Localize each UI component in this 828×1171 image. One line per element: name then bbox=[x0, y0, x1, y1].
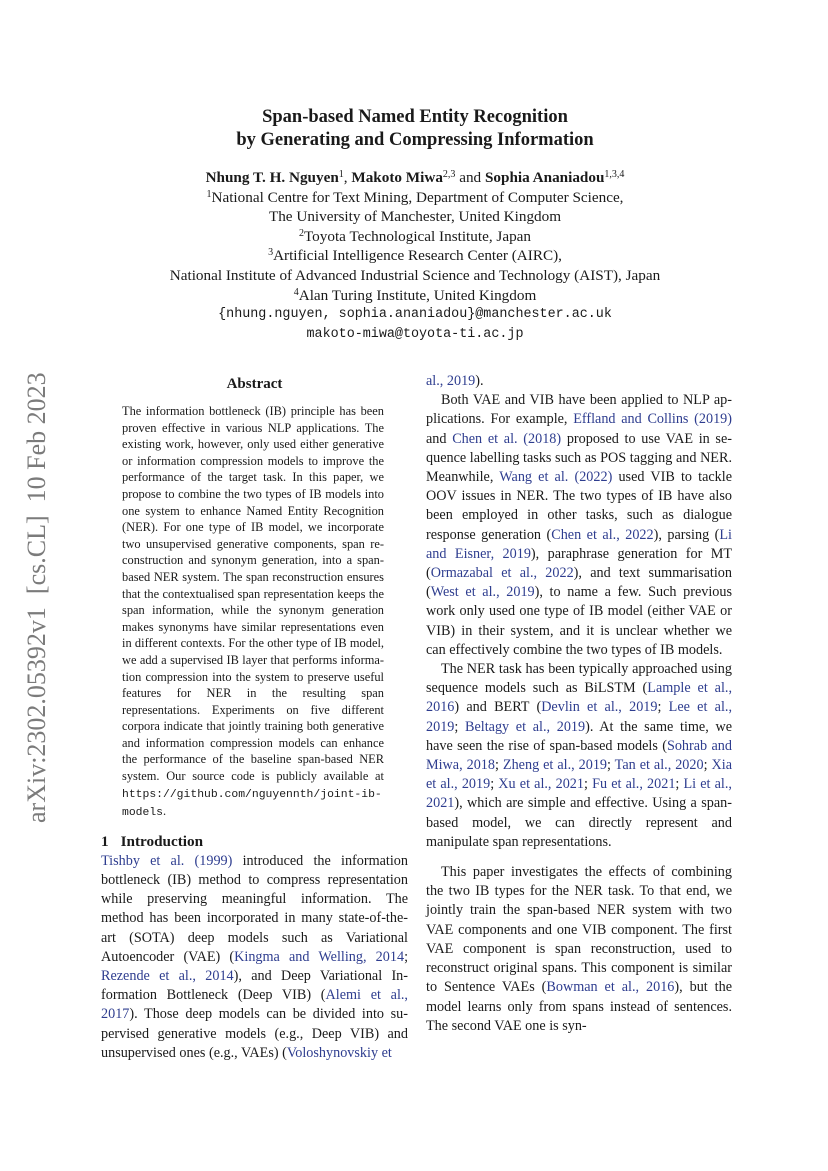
citation-link[interactable]: Lample et al., 2016 bbox=[426, 680, 733, 716]
body-text: ). bbox=[475, 373, 484, 389]
citation-link[interactable]: Voloshynovskiy et bbox=[286, 1044, 392, 1061]
affiliation-line bbox=[100, 266, 730, 286]
citation-link[interactable]: Beltagy et al., 2019 bbox=[465, 718, 586, 735]
author-affiliation-mark: 2,3 bbox=[442, 169, 456, 180]
body-text: ; bbox=[404, 948, 409, 965]
abstract-text: The information bottleneck (IB) principle has been proven effective in various NLP applications. The existing work, however, only used either generative or information compression models to improve the performance of the target task. In this paper, we propose to combine the two types of IB models into one system to enhance Named Entity Recognition (NER). For one type of IB model, we incorporate two unsupervised generative components, span reconstruction and synonym generation, into a span-based NER system. The span reconstruction ensures that the contextualised span representation keeps the span information, while the synonym generation makes synonyms have similar representations even in different contexts. For the other type of IB model, we add a supervised IB layer that performs information compression into the system to preserve useful features for NER in the resulting span representations. Experiments on five different corpora indicate that jointly training both generative and information compression models can enhance the performance of the baseline span-based NER system. Our source code is publicly available at bbox=[122, 404, 384, 784]
citation-link[interactable]: Rezende et al., 2014 bbox=[101, 968, 234, 985]
section-number: 1 bbox=[101, 832, 109, 850]
body-text: proposed to use VAE in sequence labelling tasks such as POS tagging and NER. Meanwhile, bbox=[426, 430, 732, 486]
body-text: ), which are simple and effective. Using a span-based model, we can directly represent and manipulate span representations. bbox=[426, 795, 732, 850]
affiliation-text: Toyota Technological Institute, Japan bbox=[303, 227, 532, 245]
affiliation-line bbox=[100, 207, 730, 227]
body-text: This paper investigates the effects of combining the two IB types for the NER task. To that end, we jointly train the span-based NER system with two VAE components and one VIB component. The first VAE component is span reconstruction, used to reconstruct original spans. This component is similar to Sentence VAEs ( bbox=[426, 864, 732, 996]
body-text: ; bbox=[657, 699, 669, 716]
citation-link[interactable]: Devlin et al., 2019 bbox=[541, 699, 658, 716]
author-affiliation-mark: 1,3,4 bbox=[604, 169, 625, 180]
body-text: ; bbox=[584, 776, 593, 793]
email-list bbox=[100, 305, 730, 344]
author-separator: , bbox=[343, 169, 352, 186]
paragraph bbox=[101, 852, 408, 1063]
affiliation-text: Alan Turing Institute, United Kingdom bbox=[298, 286, 537, 304]
citation-link[interactable]: Tishby et al. (1999) bbox=[101, 852, 233, 869]
title-line-2: by Generating and Compressing Information bbox=[236, 130, 594, 150]
citation-link[interactable]: Zheng et al., 2019 bbox=[502, 757, 608, 774]
source-code-link[interactable]: https://github.com/nguyennth/joint-ib-models bbox=[122, 788, 382, 820]
paragraph-4 bbox=[426, 863, 732, 1036]
body-text: The NER task has been typically approached using sequence models such as BiLSTM ( bbox=[426, 661, 732, 697]
body-text: ), and Deep Variational Information Bottleneck (Deep VIB) ( bbox=[101, 968, 408, 1004]
author-affiliation-mark: 1 bbox=[338, 169, 344, 180]
body-text: ). Those deep models can be divided into supervised generative models (e.g., Deep VIB) and unsupervised ones (e.g., VAEs) ( bbox=[101, 1006, 408, 1061]
author-name: Sophia Ananiadou bbox=[484, 169, 605, 186]
paragraph-1-part-b bbox=[426, 372, 732, 391]
citation-link[interactable]: Lee et al., 2019 bbox=[426, 699, 732, 735]
body-text: ; bbox=[607, 757, 615, 774]
citation-link[interactable]: West et al., 2019 bbox=[430, 584, 535, 601]
section-title: Introduction bbox=[120, 832, 204, 850]
author-separator: and bbox=[455, 169, 485, 186]
abstract-heading: Abstract bbox=[226, 376, 283, 392]
citation-link[interactable]: Fu et al., 2021 bbox=[592, 776, 676, 793]
paragraph-3 bbox=[426, 660, 732, 852]
citation-link[interactable]: Effland and Collins (2019) bbox=[573, 411, 732, 428]
left-column bbox=[101, 372, 408, 1063]
citation-link[interactable]: Chen et al., 2022 bbox=[551, 526, 654, 543]
arxiv-identifier: arXiv:2302.05392v1 [cs.CL] 10 Feb 2023 bbox=[22, 372, 51, 824]
body-text: ), parsing ( bbox=[653, 526, 720, 543]
body-text: ), paraphrase generation for MT ( bbox=[426, 545, 732, 582]
abstract-end: . bbox=[163, 804, 167, 819]
affiliation-line bbox=[100, 188, 730, 208]
affiliation-mark: 2 bbox=[298, 227, 304, 239]
affiliation-line bbox=[100, 227, 730, 247]
section-heading bbox=[101, 832, 408, 852]
right-column bbox=[426, 372, 732, 1036]
affiliation-mark: 3 bbox=[268, 247, 274, 259]
affiliation-text: National Centre for Text Mining, Department of Computer Science, bbox=[211, 188, 624, 206]
affiliation-mark: 4 bbox=[293, 286, 299, 298]
paragraph-1-part-a bbox=[101, 852, 408, 1063]
body-text: ), but the model learns only from spans instead of sentences. The second VAE one is syn- bbox=[426, 979, 733, 1034]
affiliation-list bbox=[100, 188, 730, 306]
body-text: ; bbox=[490, 776, 499, 793]
affiliation-text: National Institute of Advanced Industrial Science and Technology (AIST), Japan bbox=[169, 266, 661, 284]
citation-link[interactable]: Xu et al., 2021 bbox=[498, 776, 584, 793]
body-text: Both VAE and VIB have been applied to NLP applications. For example, bbox=[426, 392, 732, 428]
body-text: ) and BERT ( bbox=[454, 699, 542, 716]
author-name: Makoto Miwa bbox=[351, 169, 443, 186]
citation-link[interactable]: Tan et al., 2020 bbox=[614, 757, 704, 774]
citation-link[interactable]: Wang et al. (2022) bbox=[499, 469, 613, 486]
citation-link[interactable]: Ormazabal et al., 2022 bbox=[430, 565, 574, 582]
body-text: ; bbox=[454, 718, 465, 735]
author-block bbox=[100, 168, 730, 344]
body-text: ; bbox=[675, 776, 684, 793]
author-line bbox=[100, 168, 730, 188]
email-address: {nhung.nguyen, sophia.ananiadou}@manchester.ac.uk bbox=[218, 307, 612, 323]
affiliation-mark: 1 bbox=[206, 188, 212, 200]
citation-link[interactable]: Bowman et al., 2016 bbox=[546, 979, 675, 996]
paragraph bbox=[426, 372, 732, 1036]
title-line-1: Span-based Named Entity Recognition bbox=[262, 107, 568, 127]
body-text: introduced the information bottleneck (IB) method to compress representation while preserving meaningful information. The method has been incorporated in many state-of-the-art (SOTA) deep models such as Variational Autoencoder (VAE) ( bbox=[101, 852, 408, 965]
citation-link[interactable]: Alemi et al., 2017 bbox=[101, 987, 408, 1023]
citation-link[interactable]: Sohrab and Miwa, 2018 bbox=[426, 737, 732, 774]
affiliation-text: Artificial Intelligence Research Center (AIRC), bbox=[273, 247, 562, 265]
citation-link[interactable]: Xia et al., 2019 bbox=[426, 757, 733, 793]
body-text: used VIB to tackle OOV issues in NER. The two types of IB have also been employed in other tasks, such as dialogue response generation ( bbox=[426, 469, 732, 543]
affiliation-text: The University of Manchester, United Kingdom bbox=[268, 208, 562, 226]
citation-link[interactable]: Kingma and Welling, 2014 bbox=[234, 948, 405, 965]
affiliation-line bbox=[100, 286, 730, 306]
citation-link[interactable]: al., 2019 bbox=[426, 373, 476, 389]
author-name: Nhung T. H. Nguyen bbox=[205, 169, 339, 186]
body-text: ; bbox=[495, 757, 503, 774]
paper-title bbox=[100, 106, 730, 152]
affiliation-line bbox=[100, 246, 730, 266]
body-text: and bbox=[426, 430, 453, 447]
body-text: ), and text summarisation ( bbox=[426, 565, 732, 601]
citation-link[interactable]: Li et al., 2021 bbox=[426, 776, 732, 812]
citation-link[interactable]: Li and Eisner, 2019 bbox=[426, 526, 732, 562]
abstract-body bbox=[101, 403, 408, 822]
citation-link[interactable]: Chen et al. (2018) bbox=[452, 430, 562, 447]
body-text: ), to name a few. Such previous work only used one type of IB model (either VAE or VIB) in their system, and it is unclear whether we can effectively combine the two types of IB models. bbox=[426, 584, 732, 658]
email-address: makoto-miwa@toyota-ti.ac.jp bbox=[306, 326, 524, 342]
body-text: ; bbox=[703, 757, 712, 774]
paragraph-2 bbox=[426, 391, 732, 660]
body-text: ). At the same time, we have seen the rise of span-based models ( bbox=[426, 718, 732, 754]
